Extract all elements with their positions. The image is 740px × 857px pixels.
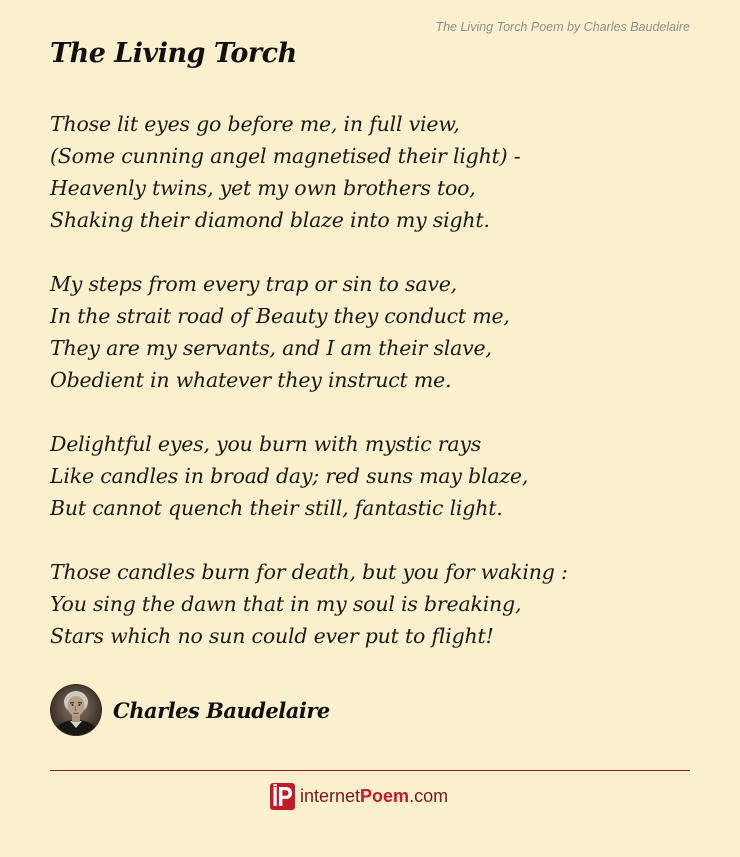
poem-line: But cannot quench their still, fantastic light. — [50, 496, 503, 520]
poem-line: My steps from every trap or sin to save, — [50, 272, 457, 296]
author-portrait-icon — [50, 684, 102, 736]
stanza-1 — [50, 108, 690, 236]
brand-part-com: .com — [409, 785, 449, 806]
poem-title: The Living Torch — [50, 38, 297, 69]
author-avatar[interactable] — [50, 684, 102, 736]
site-brand[interactable] — [270, 782, 448, 810]
footer-divider — [50, 770, 690, 771]
poem-line: Obedient in whatever they instruct me. — [50, 368, 452, 392]
poem-line: Shaking their diamond blaze into my sight. — [50, 208, 490, 232]
poem-line: They are my servants, and I am their slave, — [50, 336, 492, 360]
poem-line: Those lit eyes go before me, in full view, — [50, 112, 460, 136]
author-block[interactable] — [50, 684, 330, 736]
poem-line: In the strait road of Beauty they conduct me, — [50, 304, 510, 328]
header-caption: The Living Torch Poem by Charles Baudelaire — [435, 20, 690, 34]
poem-line: Heavenly twins, yet my own brothers too, — [50, 176, 476, 200]
poem-line: Delightful eyes, you burn with mystic rays — [50, 432, 482, 456]
stanza-2 — [50, 268, 690, 396]
poem-line: You sing the dawn that in my soul is breaking, — [50, 592, 522, 616]
poem-body — [50, 108, 690, 652]
poem-line: Those candles burn for death, but you for waking : — [50, 560, 568, 584]
brand-part-poem: Poem — [360, 785, 410, 806]
stanza-3 — [50, 428, 690, 524]
brand-part-internet: internet — [300, 785, 361, 806]
poem-line: Like candles in broad day; red suns may blaze, — [50, 464, 529, 488]
site-brand-text[interactable] — [300, 786, 448, 807]
poem-line: (Some cunning angel magnetised their light) - — [50, 144, 521, 168]
poem-line: Stars which no sun could ever put to flight! — [50, 624, 494, 648]
stanza-4 — [50, 556, 690, 652]
internetpoem-logo-icon — [270, 783, 295, 810]
author-name[interactable]: Charles Baudelaire — [113, 697, 330, 723]
